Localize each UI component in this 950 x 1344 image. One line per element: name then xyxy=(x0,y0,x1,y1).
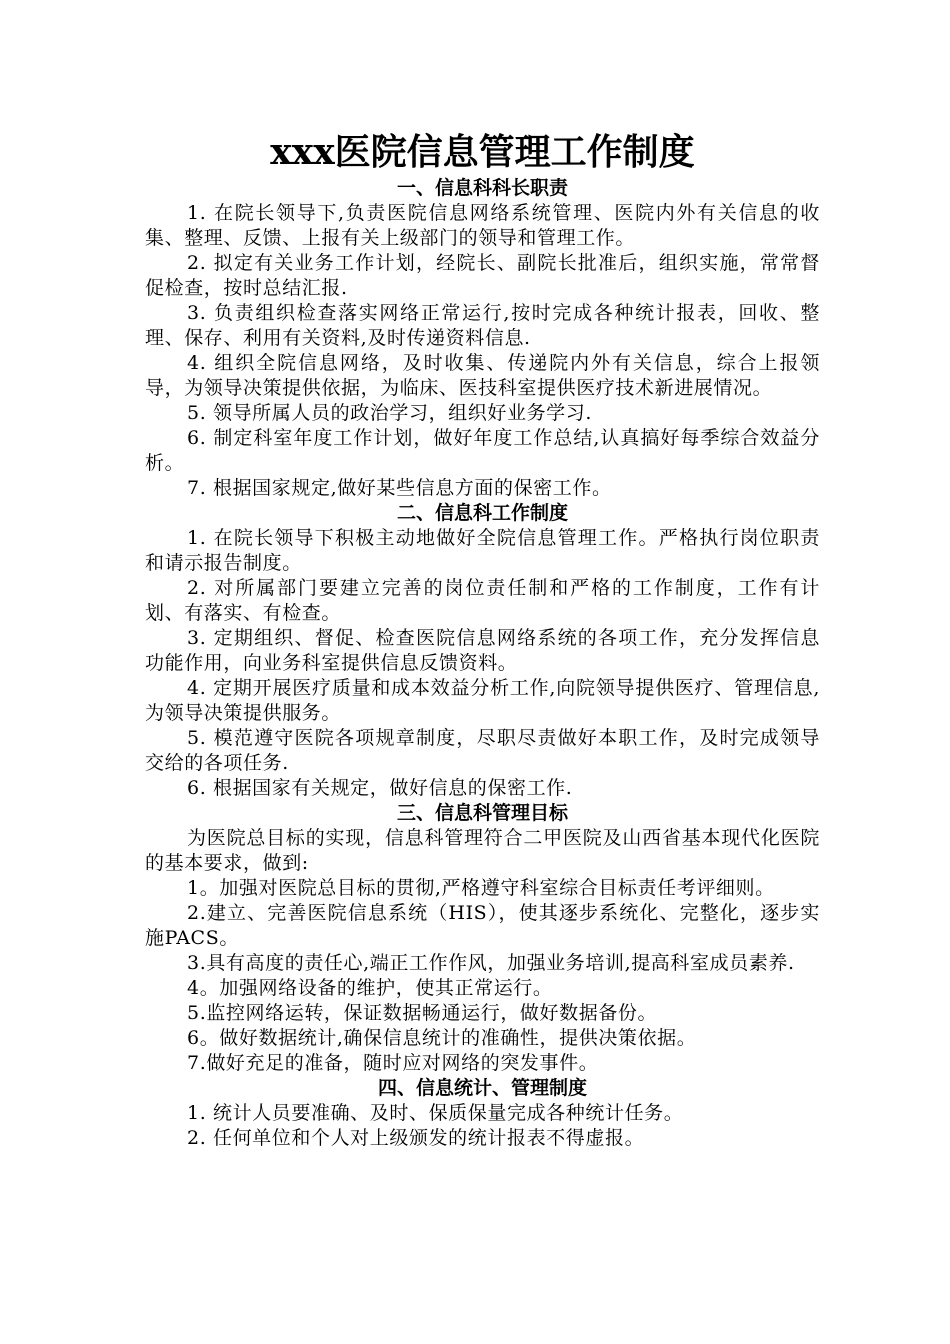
paragraph: 3. 负责组织检查落实网络正常运行,按时完成各种统计报表，回收、整理、保存、利用有关资料,及时传递资料信息. xyxy=(145,302,820,349)
paragraph: 4。加强网络设备的维护，使其正常运行。 xyxy=(187,977,553,999)
paragraph: 1. 统计人员要准确、及时、保质保量完成各种统计任务。 xyxy=(187,1102,684,1124)
section-4 xyxy=(145,1076,820,1151)
paragraph: 5.监控网络运转，保证数据畅通运行，做好数据备份。 xyxy=(187,1002,658,1024)
paragraph: 2. 对所属部门要建立完善的岗位责任制和严格的工作制度，工作有计划、有落实、有检查。 xyxy=(145,577,820,624)
document-page xyxy=(145,128,820,1151)
paragraph: 4. 组织全院信息网络，及时收集、传递院内外有关信息，综合上报领导，为领导决策提供依据，为临床、医技科室提供医疗技术新进展情况。 xyxy=(145,352,820,399)
section-heading: 一、信息科科长职责 xyxy=(396,177,568,199)
paragraph: 7. 根据国家规定,做好某些信息方面的保密工作。 xyxy=(187,477,612,499)
section-heading: 三、信息科管理目标 xyxy=(396,802,568,824)
section-1 xyxy=(145,176,820,501)
paragraph: 5. 模范遵守医院各项规章制度，尽职尽责做好本职工作，及时完成领导交给的各项任务. xyxy=(145,727,820,774)
paragraph: 1. 在院长领导下,负责医院信息网络系统管理、医院内外有关信息的收集、整理、反馈、上报有关上级部门的领导和管理工作。 xyxy=(145,202,820,249)
paragraph: 7.做好充足的准备，随时应对网络的突发事件。 xyxy=(187,1052,599,1074)
paragraph: 3. 定期组织、督促、检查医院信息网络系统的各项工作，充分发挥信息功能作用，向业务科室提供信息反馈资料。 xyxy=(145,627,820,674)
paragraph: 2. 任何单位和个人对上级颁发的统计报表不得虚报。 xyxy=(187,1127,645,1149)
document-title: xxx医院信息管理工作制度 xyxy=(270,131,695,173)
paragraph: 3.具有高度的责任心,端正工作作风，加强业务培训,提高科室成员素养. xyxy=(187,952,795,974)
paragraph: 6. 根据国家有关规定，做好信息的保密工作. xyxy=(187,777,573,799)
section-3 xyxy=(145,801,820,1076)
paragraph: 1. 在院长领导下积极主动地做好全院信息管理工作。严格执行岗位职责和请示报告制度。 xyxy=(145,527,820,574)
paragraph: 1。加强对医院总目标的贯彻,严格遵守科室综合目标责任考评细则。 xyxy=(187,877,775,899)
section-heading: 四、信息统计、管理制度 xyxy=(377,1077,587,1099)
paragraph: 6. 制定科室年度工作计划，做好年度工作总结,认真搞好每季综合效益分析。 xyxy=(145,427,820,474)
section-2 xyxy=(145,501,820,801)
paragraph: 4. 定期开展医疗质量和成本效益分析工作,向院领导提供医疗、管理信息,为领导决策提供服务。 xyxy=(145,677,820,724)
paragraph: 2.建立、完善医院信息系统（HIS），使其逐步系统化、完整化，逐步实施PACS。 xyxy=(145,902,820,949)
paragraph: 为医院总目标的实现，信息科管理符合二甲医院及山西省基本现代化医院的基本要求，做到: xyxy=(145,827,820,874)
paragraph: 6。做好数据统计,确保信息统计的准确性，提供决策依据。 xyxy=(187,1027,697,1049)
paragraph: 5. 领导所属人员的政治学习，组织好业务学习. xyxy=(187,402,593,424)
paragraph: 2. 拟定有关业务工作计划，经院长、副院长批准后，组织实施，常常督促检查，按时总结汇报. xyxy=(145,252,820,299)
section-heading: 二、信息科工作制度 xyxy=(396,502,568,524)
